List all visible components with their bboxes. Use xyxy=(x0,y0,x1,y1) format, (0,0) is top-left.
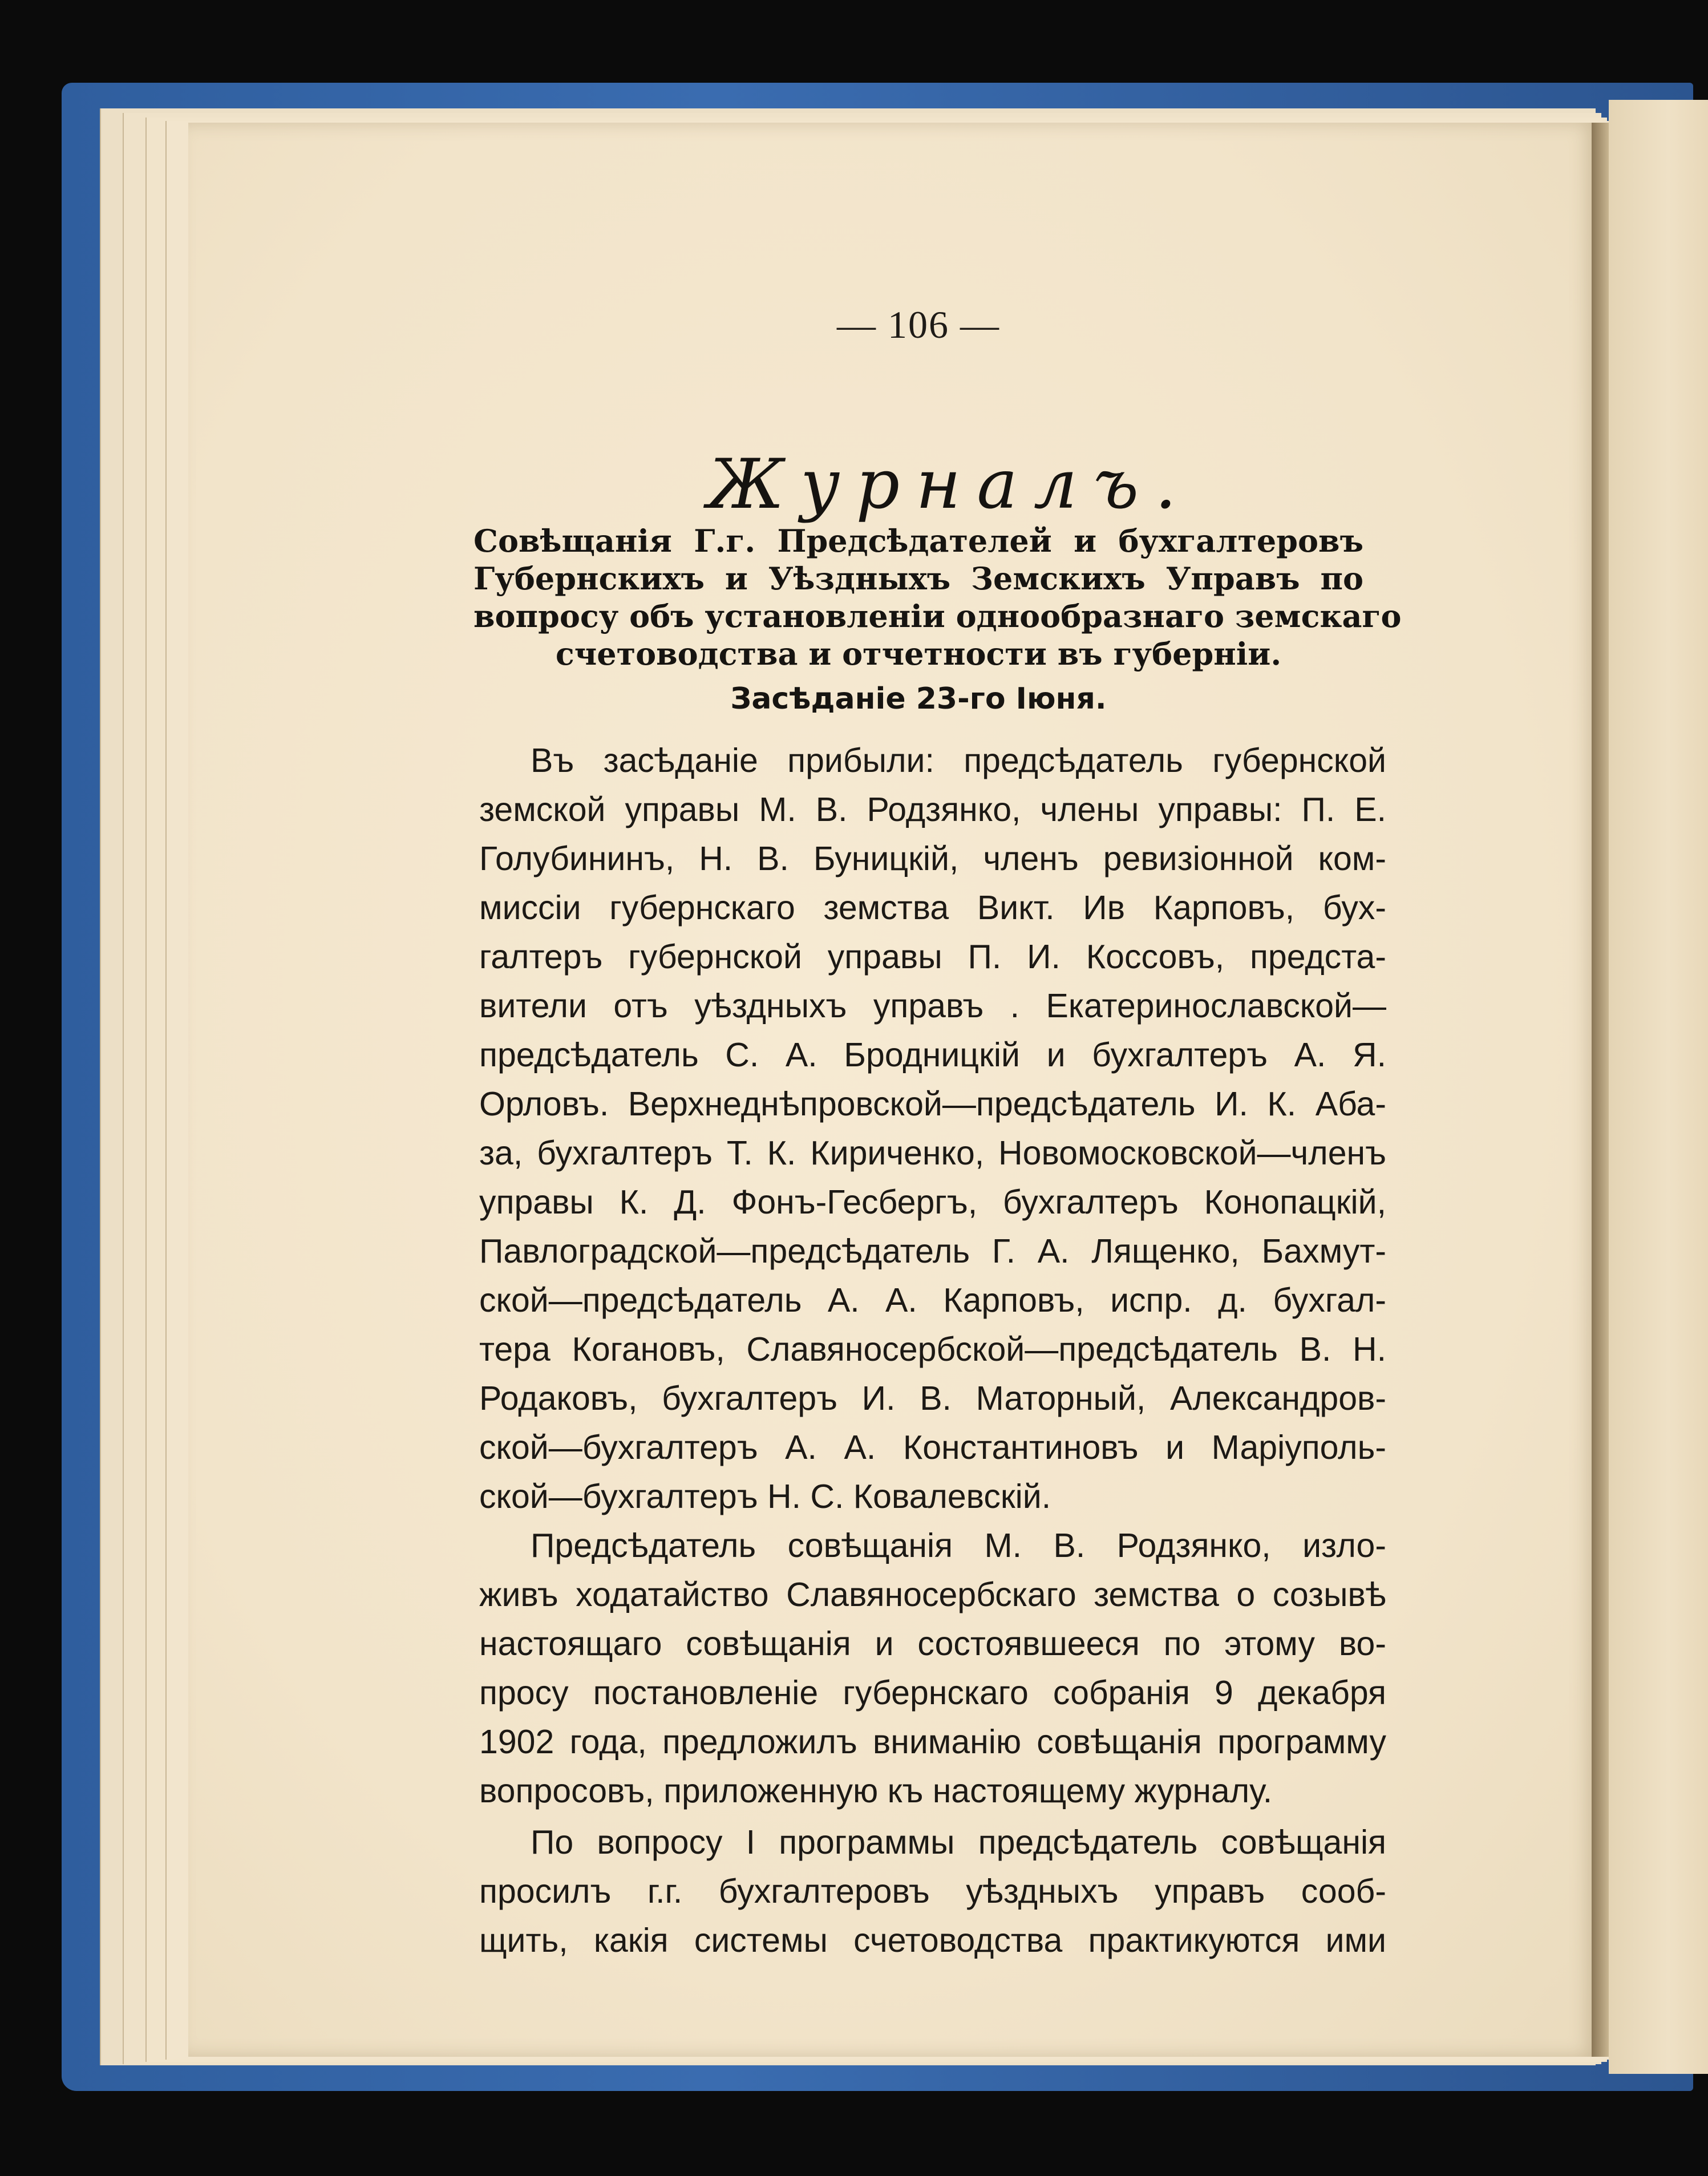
text-line: щить, какія системы счетоводства практикуются ими xyxy=(479,1922,1386,1959)
text-line: Родаковъ, бухгалтеръ И. В. Маторный, Александров- xyxy=(479,1380,1386,1417)
book-gutter xyxy=(1592,123,1609,2057)
text-line: По вопросу I программы предсѣдатель совѣщанія xyxy=(531,1823,1386,1861)
text-line: Орловъ. Верхнеднѣпровской—предсѣдатель И. К. Аба- xyxy=(479,1085,1386,1123)
text-line: вопросовъ, приложенную къ настоящему журналу. xyxy=(479,1772,1273,1810)
text-line: предсѣдатель С. А. Бродницкій и бухгалтеръ А. Я. xyxy=(479,1036,1386,1074)
facing-page xyxy=(1609,100,1708,2074)
text-line: тера Когановъ, Славяносербской—предсѣдатель В. Н. xyxy=(479,1330,1386,1368)
subtitle-line: вопросу объ установленіи однообразнаго земскаго xyxy=(473,598,1402,634)
text-line: земской управы М. В. Родзянко, члены управы: П. Е. xyxy=(479,791,1386,828)
text-line: ской—бухгалтеръ А. А. Константиновъ и Маріуполь- xyxy=(479,1429,1386,1466)
document-title: Журналъ. xyxy=(707,445,1193,524)
text-line: Въ засѣданіе прибыли: предсѣдатель губернской xyxy=(531,742,1386,779)
text-line: живъ ходатайство Славяносербскаго земства о созывѣ xyxy=(479,1576,1386,1613)
subtitle-line: счетоводства и отчетности въ губерніи. xyxy=(555,636,1282,672)
body-text xyxy=(479,736,1386,1965)
subtitle-line: Совѣщанія Г.г. Предсѣдателей и бухгалтеровъ xyxy=(473,523,1363,559)
text-line: галтеръ губернской управы П. И. Коссовъ, предста- xyxy=(479,938,1386,976)
text-line: вители отъ уѣздныхъ управъ . Екатеринославской— xyxy=(479,987,1386,1025)
text-line: 1902 года, предложилъ вниманію совѣщанія программу xyxy=(479,1723,1386,1761)
page-number: — 106 — xyxy=(837,303,1000,346)
text-line: ской—предсѣдатель А. А. Карповъ, испр. д. бухгал- xyxy=(479,1281,1386,1319)
text-line: настоящаго совѣщанія и состоявшееся по этому во- xyxy=(479,1625,1386,1663)
text-line: управы К. Д. Фонъ-Гесбергъ, бухгалтеръ Конопацкій, xyxy=(479,1183,1386,1221)
text-line: просилъ г.г. бухгалтеровъ уѣздныхъ управъ сооб- xyxy=(479,1872,1386,1910)
text-line: Предсѣдатель совѣщанія М. В. Родзянко, изло- xyxy=(531,1527,1386,1564)
text-line: Голубининъ, Н. В. Буницкій, членъ ревизіонной ком- xyxy=(479,840,1386,877)
text-line: просу постановленіе губернскаго собранія 9 декабря xyxy=(479,1674,1386,1712)
subtitle-line: Губернскихъ и Уѣздныхъ Земскихъ Управъ по xyxy=(473,560,1363,597)
text-line: за, бухгалтеръ Т. К. Кириченко, Новомосковской—членъ xyxy=(479,1134,1386,1172)
session-heading: Засѣданіе 23-го Іюня. xyxy=(730,682,1107,716)
text-line: Павлоградской—предсѣдатель Г. А. Лященко, Бахмут- xyxy=(479,1232,1386,1270)
text-line: ской—бухгалтеръ Н. С. Ковалевскій. xyxy=(479,1478,1051,1515)
document-subtitle xyxy=(473,522,1402,673)
text-line: миссіи губернскаго земства Викт. Ив Карповъ, бух- xyxy=(479,889,1386,927)
